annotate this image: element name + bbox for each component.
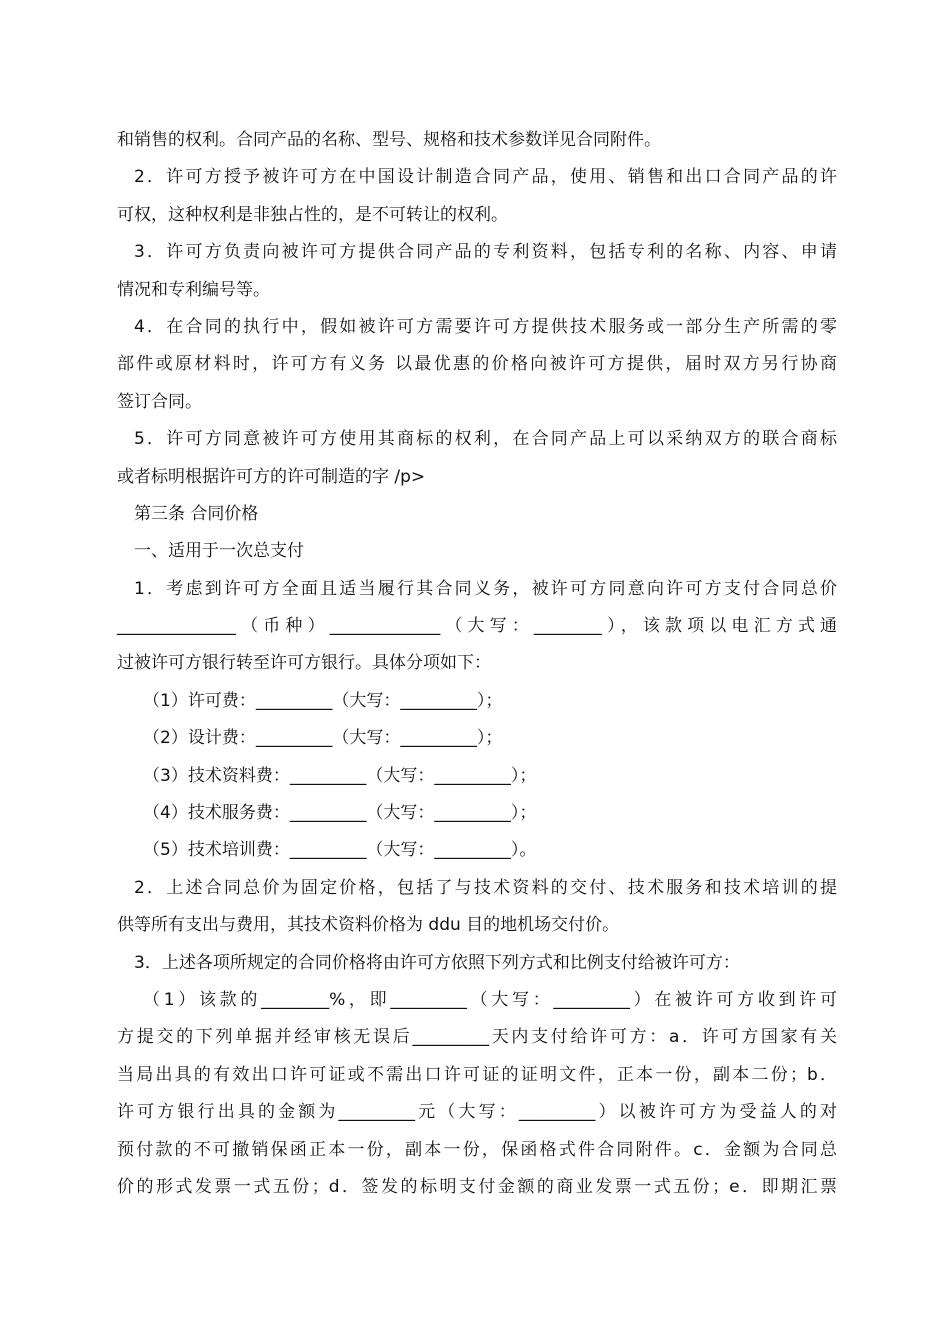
fee-item: （3）技术资料费：_________（大写：_________）；	[143, 765, 537, 786]
document-body	[117, 122, 837, 1206]
text-line: 价的形式发票一式五份；d．签发的标明支付金额的商业发票一式五份；e．即期汇票	[117, 1176, 837, 1197]
text-line: 部件或原材料时，许可方有义务 以最优惠的价格向被许可方提供，届时双方另行协商	[117, 354, 837, 375]
text-line: 3．上述各项所规定的合同价格将由许可方依照下列方式和比例支付给被许可方：	[134, 952, 740, 973]
text-line: 2．许可方授予被许可方在中国设计制造合同产品，使用、销售和出口合同产品的许	[134, 167, 837, 188]
text-line: 和销售的权利。合同产品的名称、型号、规格和技术参数详见合同附件。	[117, 130, 661, 150]
text-line: 可权，这种权利是非独占性的，是不可转让的权利。	[117, 204, 508, 225]
text-line: 2．上述合同总价为固定价格，包括了与技术资料的交付、技术服务和技术培训的提	[134, 877, 837, 898]
fee-item: （5）技术培训费：_________（大写：_________）。	[143, 840, 537, 861]
text-line: 3．许可方负责向被许可方提供合同产品的专利资料，包括专利的名称、内容、申请	[134, 242, 837, 263]
text-line: 4．在合同的执行中，假如被许可方需要许可方提供技术服务或一部分生产所需的零	[134, 316, 837, 337]
text-line: 过被许可方银行转至许可方银行。具体分项如下：	[117, 653, 491, 674]
text-line: 许可方银行出具的金额为_________元（大写：_________）以被许可方为受益人的对	[117, 1102, 837, 1123]
fee-item: （4）技术服务费：_________（大写：_________）；	[143, 803, 537, 824]
text-line: 1．考虑到许可方全面且适当履行其合同义务，被许可方同意向许可方支付合同总价	[134, 578, 837, 599]
section-heading: 第三条 合同价格	[134, 503, 259, 524]
text-line: 预付款的不可撤销保函正本一份，副本一份，保函格式件合同附件。c．金额为合同总	[117, 1139, 837, 1160]
fee-item: （1）许可费：_________（大写：_________）；	[143, 690, 503, 711]
text-line: 或者标明根据许可方的许可制造的字 /p>	[117, 466, 426, 487]
text-line: 当局出具的有效出口许可证或不需出口许可证的证明文件，正本一份，副本二份；b．	[117, 1064, 837, 1085]
text-line: 方提交的下列单据并经审核无误后_________天内支付给许可方：a．许可方国家有关	[117, 1027, 837, 1048]
text-line: 供等所有支出与费用，其技术资料价格为 ddu 目的地机场交付价。	[117, 915, 620, 936]
fee-item: （2）设计费：_________（大写：_________）；	[143, 728, 503, 749]
subsection-heading: 一、适用于一次总支付	[134, 541, 304, 562]
text-line: 签订合同。	[117, 391, 202, 412]
text-line: ______________（币种）_____________（大写：________），该款项以电汇方式通	[117, 616, 837, 637]
text-line: 情况和专利编号等。	[117, 279, 270, 300]
text-line: （1）该款的________%，即_________（大写：_________）在被许可方收到许可	[143, 989, 837, 1010]
text-line: 5．许可方同意被许可方使用其商标的权利，在合同产品上可以采纳双方的联合商标	[134, 429, 837, 450]
